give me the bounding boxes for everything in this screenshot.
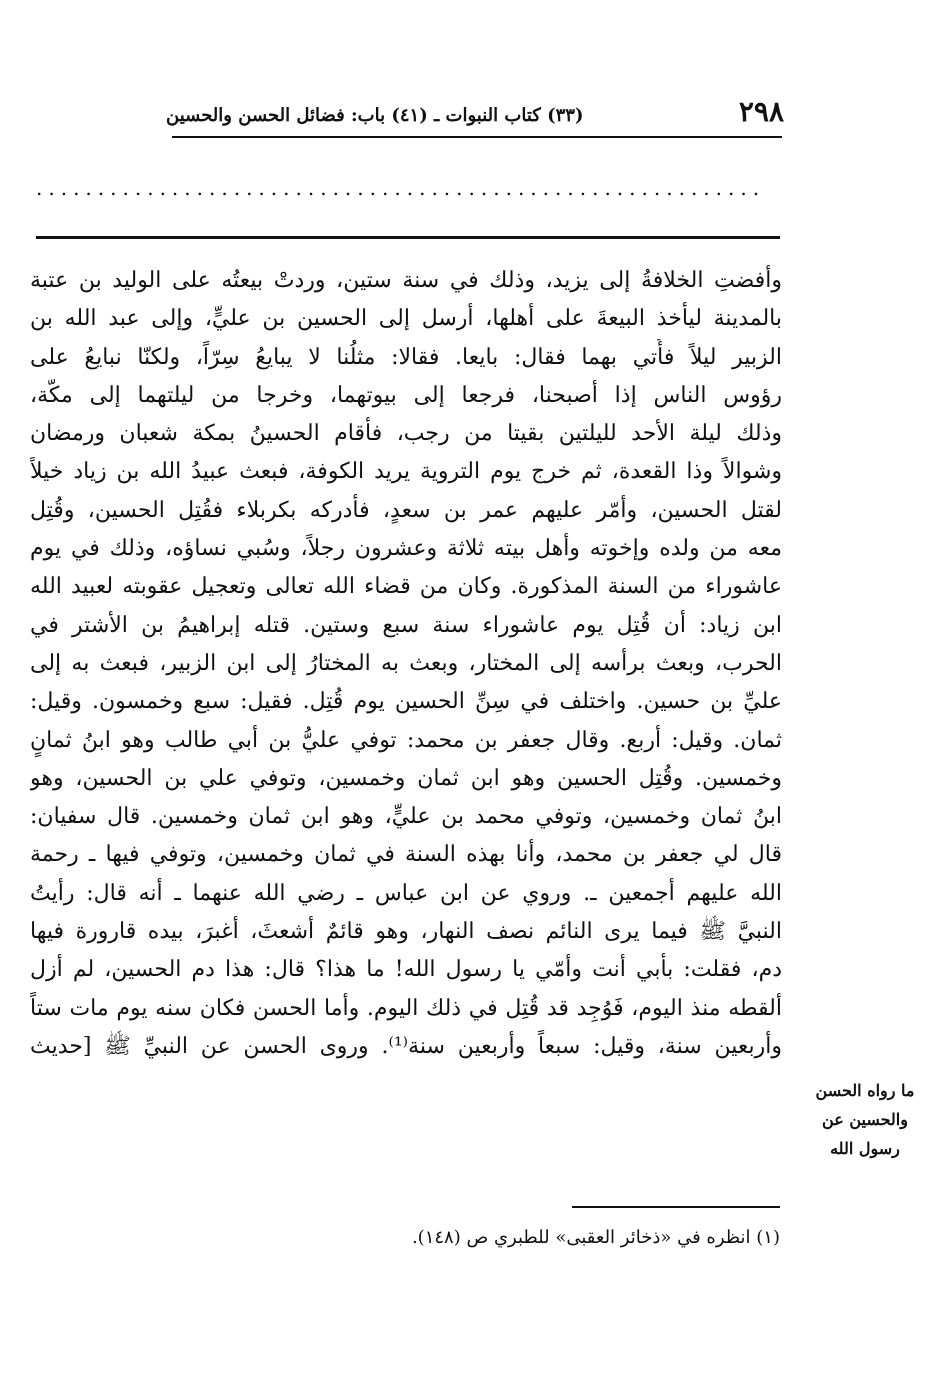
footnote-divider — [572, 1206, 780, 1208]
text-line: وأفضتِ الخلافةُ إلى يزيد، وذلك في سنة ستين، وردتْ بيعتُه على الوليد بن عتبة — [30, 268, 782, 293]
text-line: وأربعين سنة، وقيل: سبعاً وأربعين سنة⁽¹⁾. وروى الحسن عن النبيِّ ﷺ [حديث — [30, 1033, 782, 1059]
text-line: لقتل الحسين، وأمّر عليهم عمر بن سعدٍ، فأدركه بكربلاء فقُتِل الحسين، وقُتِل — [30, 497, 782, 523]
text-line: ثمان. وقيل: أربع. وقال جعفر بن محمد: توفي عليُّ بن أبي طالب وهو ابنُ ثمانٍ — [30, 727, 782, 753]
text-line: النبيَّ ﷺ فيما يرى النائم نصف النهار، وهو قائمٌ أشعثَ، أغبرَ، بيده قارورة فيها — [30, 919, 782, 945]
margin-note-line: ما رواه الحسن — [815, 1081, 915, 1100]
text-line: دم، فقلت: بأبي أنت وأمّي يا رسول الله! ما هذا؟ قال: هذا دم الحسين، لم أزل — [30, 957, 782, 983]
margin-note-line: والحسين عن — [822, 1110, 908, 1129]
omission-dots: ........................................................... — [36, 178, 766, 198]
margin-note-line: رسول الله — [830, 1139, 900, 1158]
text-line: الزبير ليلاً فأُتي بهما فقال: بايعا. فقالا: مثلُنا لا يبايعُ سِرّاً، ولكنّا نبايعُ على — [30, 344, 782, 370]
text-line: وشوالاً وذا القعدة، ثم خرج يوم التروية يريد الكوفة، فبعث عبيدُ الله بن زياد خيلاً — [30, 459, 782, 485]
text-line: بالمدينة ليأخذ البيعةَ على أهلها، أرسل إلى الحسين بن عليٍّ، وإلى عبد الله بن — [30, 306, 782, 332]
text-line: وذلك ليلة الأحد لليلتين بقيتا من رجب، فأقام الحسينُ بمكة شعبان ورمضان — [30, 421, 782, 447]
section-divider — [36, 236, 780, 239]
text-line: عاشوراء من السنة المذكورة. وكان من قضاء الله تعالى وتعجيل عقوبته لعبيد الله — [30, 574, 782, 600]
text-line: ابن زياد: أن قُتِل يوم عاشوراء سنة سبع وستين. قتله إبراهيمُ بن الأشتر في — [30, 612, 782, 638]
text-line: قال لي جعفر بن محمد، وأنا بهذه السنة في ثمان وخمسين، وتوفي فيها ـ رحمة — [30, 842, 782, 868]
text-line: ابنُ ثمان وخمسين، وتوفي محمد بن عليٍّ، وهو ابن ثمان وخمسين. قال سفيان: — [30, 804, 782, 830]
text-line: رؤوس الناس إذا أصبحنا، فرجعا إلى بيوتهما، وخرجا من ليلتهما إلى مكّة، — [30, 382, 782, 408]
running-title: (٣٣) كتاب النبوات ـ (٤١) باب: فضائل الحسن والحسين — [166, 105, 584, 126]
text-line: وخمسين. وقُتِل الحسين وهو ابن ثمان وخمسين، وتوفي علي بن الحسين، وهو — [30, 765, 782, 791]
header-rule — [172, 136, 782, 138]
text-line: ألقطه منذ اليوم، فَوُجِد قد قُتِل في ذلك اليوم. وأما الحسن فكان سنه يوم مات ستاً — [30, 995, 782, 1021]
page-number: ٢٩٨ — [738, 95, 784, 128]
text-line: معه من ولده وإخوته وأهل بيته ثلاثة وعشرون رجلاً، وسُبي نساؤه، وذلك في يوم — [30, 536, 782, 562]
main-text — [30, 262, 782, 1066]
text-line: الله عليهم أجمعين ـ. وروي عن ابن عباس ـ رضي الله عنهما ـ أنه قال: رأيتُ — [30, 880, 782, 906]
footnote: (١) انظره في «ذخائر العقبى» للطبري ص (١٤٨). — [411, 1227, 780, 1248]
text-line: عليِّ بن حسين. واختلف في سِنِّ الحسين يوم قُتِل. فقيل: سبع وخمسون. وقيل: — [30, 689, 782, 715]
margin-note — [800, 1076, 930, 1163]
text-line: الحرب، وبعث برأسه إلى المختار، وبعث به المختارُ إلى ابن الزبير، فبعث به إلى — [30, 650, 782, 676]
